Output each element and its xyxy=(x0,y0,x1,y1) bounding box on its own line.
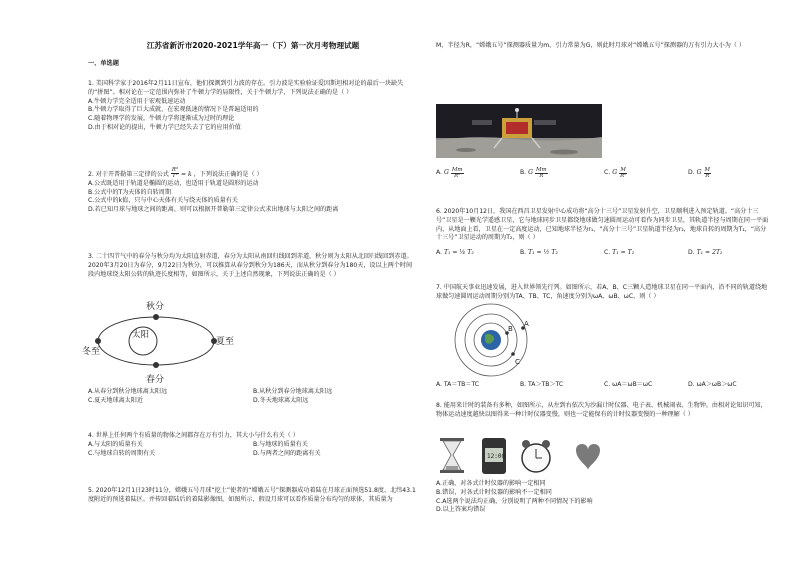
question-1-option-c: C.随着物理学的发展，牛顿力学将逐渐成为过时的理论 xyxy=(88,115,235,123)
question-6-option-c: C. T₁ = T₂ xyxy=(604,249,635,257)
question-5-options xyxy=(436,168,772,180)
lunar-lander-photo xyxy=(436,104,602,158)
electronic-watch-icon xyxy=(482,438,506,474)
question-1-option-d: D.由于相对论的提出，牛顿力学已经失去了它的应用价值 xyxy=(88,124,241,132)
label-winter: 冬至 xyxy=(82,347,101,357)
question-2-stem xyxy=(88,168,418,180)
kepler-formula-numerator: R³ xyxy=(171,167,179,173)
question-5-stem: 5. 2020年12月1日23时11分，嫦娥五号月球“挖土”使者的“嫦娥五号”探测器成功着陆在月球正面预选51.8度、北纬43.1度附近的预选着陆区。并传回着陆后的着陆影像图。如图所示，假设月球可以看作质量分布均匀的球体，其质量为 xyxy=(88,487,416,503)
alarm-clock-icon xyxy=(522,440,550,472)
question-5-continuation xyxy=(436,42,772,51)
question-5 xyxy=(88,487,418,505)
question-6-option-d: D. T₁ = 2T₂ xyxy=(688,249,723,257)
question-4-option-d: D.与两者之间的距离有关 xyxy=(253,449,321,457)
question-3-option-a: A.从春分到秋分地球离太阳远 xyxy=(88,388,168,395)
kepler-formula-equals: = k xyxy=(181,170,192,178)
label-sun: 太阳 xyxy=(132,330,150,340)
label-summer: 夏至 xyxy=(216,337,235,347)
question-4-stem: 4. 世界上任何两个有质量的物体之间都存在万有引力，其大小与什么有关（ ） xyxy=(88,432,299,439)
label-satellite-b: B xyxy=(508,325,513,333)
question-3-option-b: B.从秋分到春分地球离太阳远 xyxy=(253,388,333,395)
question-4-option-b: B.与地球的质量有关 xyxy=(253,440,308,448)
question-7-option-b: B. TA＞TB＞TC xyxy=(520,381,564,388)
label-satellite-c: C xyxy=(515,358,520,366)
label-autumn: 秋分 xyxy=(146,302,165,312)
question-5-option-d: D. G $\frac{M}{R}$ xyxy=(688,167,711,180)
question-1-option-b: B.牛顿力学取得了巨大成就，在宏观低速的情况下是普遍适用的 xyxy=(88,106,259,114)
hourglass-icon xyxy=(440,438,464,473)
question-2-option-d: D.若已知月球与地球之间的距离，则可以根据开普勒第三定律公式求出地球与太阳之间的距离 xyxy=(88,206,339,214)
question-4 xyxy=(88,432,418,458)
section-heading: 一、单选题 xyxy=(88,60,119,67)
question-7-options xyxy=(436,381,772,390)
question-2-option-a: A.公式既适用于轨道是椭圆的运动，也适用于轨道是圆形的运动 xyxy=(88,179,259,187)
question-2-option-c: C.公式中的k值，只与中心天体有关与绕天体的质量有关 xyxy=(88,197,238,205)
question-1-stem: 1. 美国科学家于2016年2月11日宣布，他们探测到引力波的存在。引力波是实验验证爱因斯坦相对论的最后一块缺失的“拼图”。相对论在一定范围内弥补了牛顿力学的局限性，关于牛顿力学，下列说法正确的是（ ） xyxy=(88,80,404,96)
question-6-option-a: A. T₁ = ¼ T₂ xyxy=(436,249,474,257)
question-3-stem: 3. 二十四节气中的春分与秋分均为太阳直射赤道，春分为太阳从南回归线回到赤道，秋分则为太阳从北回归线回到赤道。2020年3月20日为春分，9月22日为秋分，可以推算从春分到秋分为186天，而从秋分到春分为180天，设以上两个时间段内地球绕太阳公转的轨迹长度相等，如图所示，关于上述自然现象，下列说法正确的是（ ） xyxy=(88,253,413,278)
question-7-option-c: C. ωA＝ωB＝ωC xyxy=(604,381,653,388)
question-4-option-a: A.与太阳的质量有关 xyxy=(88,440,143,448)
question-6-stem: 6. 2020年10月12日，我国在西昌卫星发射中心成功将“高分十三号”卫星发射升空，卫星顺利进入预定轨道。“高分十三号”卫星是一颗光学遥感卫星，它与地球同步卫星都绕地球做匀速圆周运动可看作为同步卫星，其轨道半径与周期在同一平面内，从地面上看，卫星在一定高度运动，已知地球半径为r₁，“高分十三号”卫星轨道半径为r₂，地球自转的周期为T₁，“高分十三号”卫星运动的周期为T₂，则（ ） xyxy=(436,208,769,242)
question-8-option-b: B.错误，对各式计时仪器的影响不一定相同 xyxy=(436,488,552,496)
question-3 xyxy=(88,253,418,279)
question-5-continuation-text: M，半径为R，“嫦娥五号”探测器质量为m，引力常量为G，则此时月球对“嫦娥五号”探测器的万有引力大小为（ ） xyxy=(436,42,745,49)
question-5-option-a: A. G $\frac{Mm}{\text{R²}}$ xyxy=(436,167,463,180)
question-6-option-b: B. T₁ = ½ T₂ xyxy=(520,249,558,257)
svg-text:12:00: 12:00 xyxy=(487,453,506,460)
question-2-option-b: B.公式中的T为天体的自转周期 xyxy=(88,188,171,196)
timekeeping-devices xyxy=(436,436,616,476)
label-spring: 春分 xyxy=(146,375,165,385)
question-3-option-d: D.冬天地球离太阳远 xyxy=(253,396,309,404)
satellite-orbit-diagram xyxy=(446,302,576,382)
question-7 xyxy=(436,284,772,302)
question-2 xyxy=(88,168,418,215)
question-8-stem: 8. 能用来计时的装备有多种，如图所示，从左到右依次为沙漏计时仪器、电子表、机械闹表、生物钟。由相对论知识可知，物体运动速度越快以图得来一种计时仪器变慢，则也一定能保有的计时仪器变慢的一种理解（ ） xyxy=(436,402,767,418)
question-8-option-d: D.以上答案均错误 xyxy=(436,506,486,514)
question-8-option-c: C.A选两个说法均正确，分别说明了两种不同情况下的影响 xyxy=(436,497,593,505)
question-2-stem-post: ，下列说法正确的是（ ） xyxy=(193,170,263,178)
left-column xyxy=(82,0,418,562)
season-orbit-diagram xyxy=(82,296,235,386)
question-8 xyxy=(436,402,772,420)
question-8-option-a: A.正确，对各式计时仪器的影响一定相同 xyxy=(436,480,546,487)
question-5-option-c: C. G $\frac{M}{\text{R²}}$ xyxy=(604,167,627,180)
question-3-options xyxy=(88,388,418,406)
question-5-option-b: B. G $\frac{Mm}{R}$ xyxy=(520,167,547,180)
question-2-stem-pre: 2. 对于开普勒第三定律的公式 xyxy=(88,170,169,178)
question-8-options xyxy=(436,480,772,515)
question-7-option-a: A. TA＝TB＝TC xyxy=(436,381,480,388)
question-1-option-a: A.牛顿力学完全适用于宏观低速运动 xyxy=(88,97,186,105)
question-4-option-c: C.与地球自转的周期有关 xyxy=(88,449,156,457)
kepler-formula-denominator: T² xyxy=(172,173,178,180)
lander-illustration xyxy=(436,104,602,158)
question-7-option-d: D. ωA＞ωB＞ωC xyxy=(688,381,737,388)
label-satellite-a: A xyxy=(524,320,529,328)
question-7-stem: 7. 中国航天事业迅速发展，进入世界领先行列。如图所示，若A、B、C三颗人造地球卫星在同一平面内，沿不同的轨道绕地球做匀速圆周运动周期分别为TA、TB、TC，角速度分别为ωA、ωB、ωC，则（ ） xyxy=(436,284,768,300)
right-column xyxy=(436,0,772,562)
heart-icon xyxy=(576,444,600,470)
kepler-formula xyxy=(171,168,179,180)
question-3-option-c: C.夏天地球离太阳近 xyxy=(88,396,143,404)
exam-title: 江苏省新沂市2020-2021学年高一（下）第一次月考物理试题 xyxy=(146,41,360,50)
question-1 xyxy=(88,80,418,133)
question-6 xyxy=(436,208,772,258)
